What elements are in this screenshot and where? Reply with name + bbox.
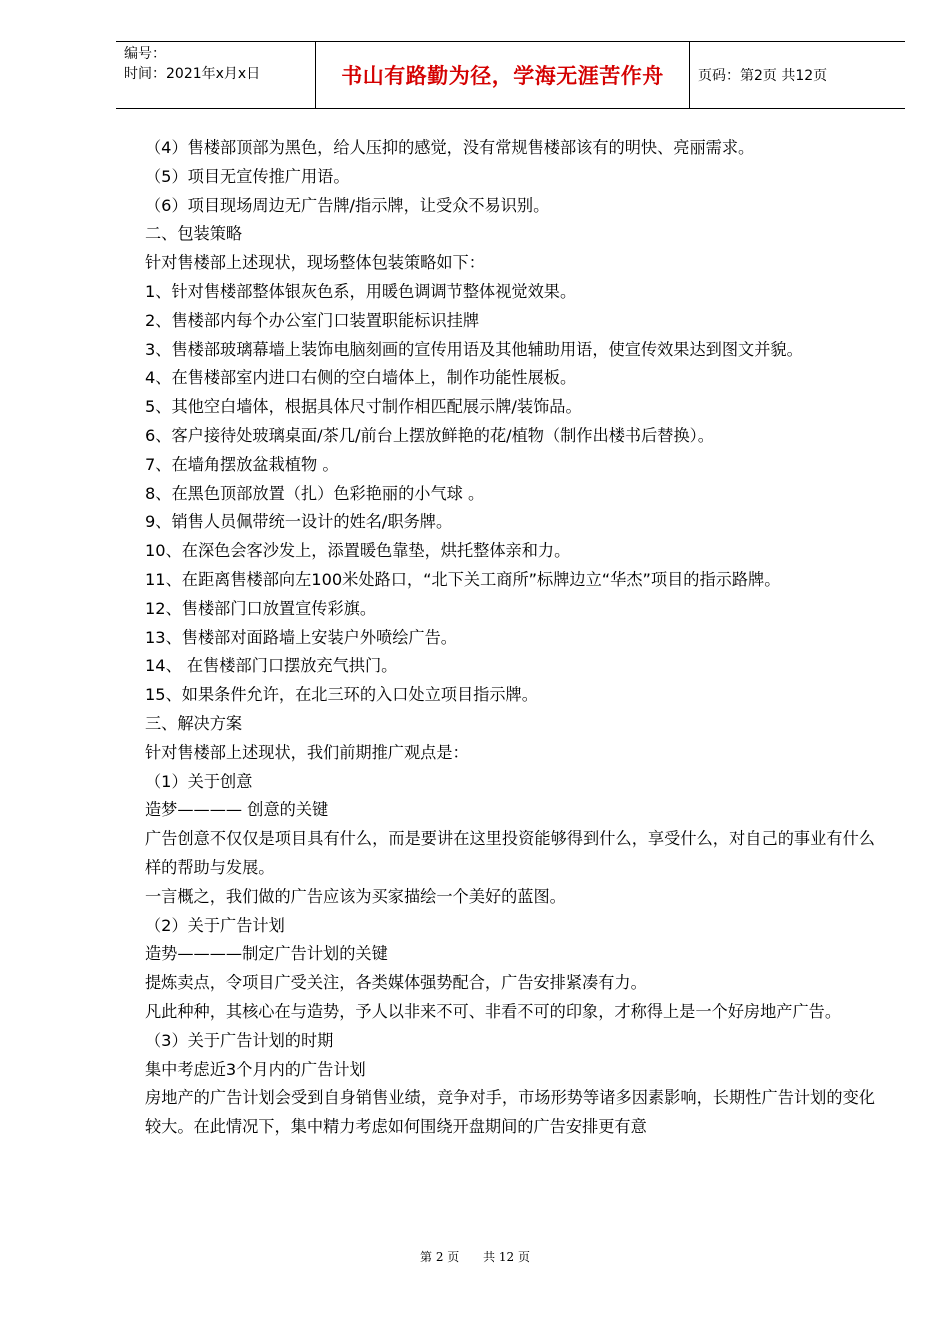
list-item: 2、售楼部内每个办公室门口装置职能标识挂牌 [145,310,480,330]
header-motto: 书山有路勤为径，学海无涯苦作舟 [315,42,690,108]
footer-page: 第 2 页 [420,1250,460,1264]
list-item: 11、在距离售楼部向左100米处路口，“北下关工商所”标牌边立“华杰”项目的指示路牌。 [145,569,781,589]
paragraph: 造势————制定广告计划的关键 [145,944,388,964]
paragraph: 房地产的广告计划会受到自身销售业绩，竞争对手，市场形势等诸多因素影响，长期性广告计划的变化较大。在此情况下，集中精力考虑如何围绕开盘期间的广告安排更有意 [145,1088,875,1137]
paragraph: （4）售楼部顶部为黑色，给人压抑的感觉，没有常规售楼部该有的明快、亮丽需求。 [145,138,755,157]
list-item: 5、其他空白墙体，根据具体尺寸制作相匹配展示牌/装饰品。 [145,397,582,417]
list-item: 6、客户接待处玻璃桌面/茶几/前台上摆放鲜艳的花/植物（制作出楼书后替换）。 [145,425,714,445]
subsection-heading: （2）关于广告计划 [145,915,285,935]
list-item: 12、售楼部门口放置宣传彩旗。 [145,598,377,618]
paragraph: 一言概之，我们做的广告应该为买家描绘一个美好的蓝图。 [145,886,566,906]
paragraph: （5）项目无宣传推广用语。 [145,166,350,186]
paragraph: 集中考虑近3个月内的广告计划 [145,1059,366,1079]
list-item: 13、售楼部对面路墙上安装户外喷绘广告。 [145,627,457,647]
list-item: 3、售楼部玻璃幕墙上装饰电脑刻画的宣传用语及其他辅助用语，使宣传效果达到图文并貌。 [145,339,803,359]
header-meta [116,42,315,108]
footer-total: 共 12 页 [483,1250,530,1264]
list-item: 10、在深色会客沙发上，添置暖色靠垫，烘托整体亲和力。 [145,541,571,561]
list-item: 7、在墙角摆放盆栽植物 。 [145,454,339,474]
section-heading: 二、包装策略 [145,224,243,244]
list-item: 14、 在售楼部门口摆放充气拱门。 [145,656,398,676]
header-page-number: 页码：第2页 共12页 [698,68,828,84]
section-heading: 三、解决方案 [145,713,243,733]
paragraph: （6）项目现场周边无广告牌/指示牌，让受众不易识别。 [145,195,550,215]
list-item: 9、销售人员佩带统一设计的姓名/职务牌。 [145,512,453,532]
paragraph: 提炼卖点，令项目广受关注，各类媒体强势配合，广告安排紧凑有力。 [145,973,647,993]
subsection-heading: （1）关于创意 [145,771,253,791]
paragraph: 造梦———— 创意的关键 [145,800,329,820]
page-footer [0,1248,950,1265]
code-label: 编号： [124,46,166,62]
time-label: 时间：2021年x月x日 [124,66,261,82]
list-item: 8、在黑色顶部放置（扎）色彩艳丽的小气球 。 [145,483,485,503]
list-item: 15、如果条件允许，在北三环的入口处立项目指示牌。 [145,685,538,705]
list-item: 4、在售楼部室内进口右侧的空白墙体上，制作功能性展板。 [145,368,577,388]
document-body [145,134,875,1142]
paragraph: 针对售楼部上述现状，现场整体包装策略如下： [145,253,485,273]
list-item: 1、针对售楼部整体银灰色系，用暖色调调节整体视觉效果。 [145,281,577,301]
subsection-heading: （3）关于广告计划的时期 [145,1030,334,1050]
paragraph: 广告创意不仅仅是项目具有什么，而是要讲在这里投资能够得到什么，享受什么，对自己的事业有什么样的帮助与发展。 [145,829,875,877]
paragraph: 凡此种种，其核心在与造势，予人以非来不可、非看不可的印象，才称得上是一个好房地产广告。 [145,1001,842,1021]
page-header [116,41,905,109]
paragraph: 针对售楼部上述现状，我们前期推广观点是： [145,742,469,762]
